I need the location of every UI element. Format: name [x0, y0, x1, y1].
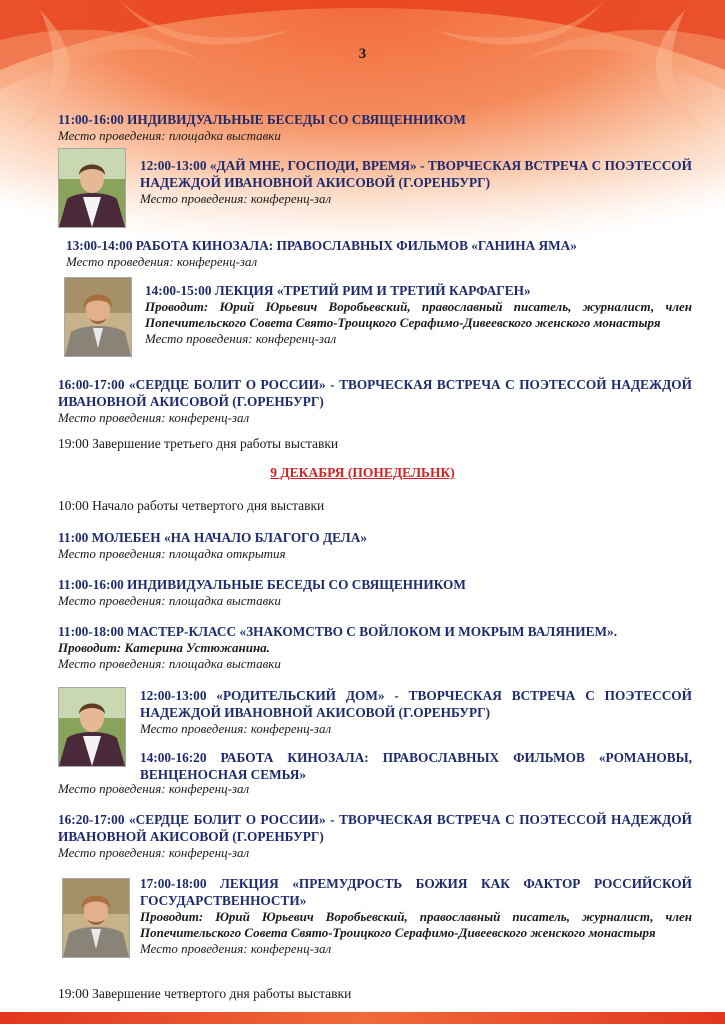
- event-venue: Место проведения: площадка выставки: [58, 128, 281, 143]
- event-venue: Место проведения: конференц-зал: [140, 941, 332, 956]
- event-heart-aches-day4: [58, 811, 692, 861]
- poet-photo: [58, 148, 126, 228]
- day-heading-text: 9 ДЕКАБРЯ (ПОНЕДЕЛЬНК): [270, 465, 455, 480]
- event-felt-masterclass: [58, 623, 692, 672]
- day3-closing: [58, 435, 692, 452]
- event-cinema-ganina-yama: [66, 237, 692, 270]
- event-host: Проводит: Катерина Устюжанина.: [58, 640, 270, 655]
- event-title: 13:00-14:00 РАБОТА КИНОЗАЛА: ПРАВОСЛАВНЫХ ФИЛЬМОВ «ГАНИНА ЯМА»: [66, 238, 577, 253]
- event-lecture-third-rome: [145, 282, 692, 347]
- event-venue: Место проведения: площадка выставки: [58, 656, 281, 671]
- event-title: 17:00-18:00 ЛЕКЦИЯ «ПРЕМУДРОСТЬ БОЖИЯ КАК ФАКТОР РОССИЙСКОЙ ГОСУДАРСТВЕННОСТИ»: [140, 876, 692, 908]
- event-venue: Место проведения: конференц-зал: [140, 191, 332, 206]
- footer-bar: [0, 1012, 725, 1024]
- page-number: 3: [358, 46, 367, 62]
- event-venue: Место проведения: конференц-зал: [58, 410, 250, 425]
- lecturer-photo: [64, 277, 132, 357]
- event-venue: Место проведения: конференц-зал: [145, 331, 337, 346]
- event-venue: Место проведения: площадка открытия: [58, 546, 286, 561]
- poet-photo: [58, 687, 126, 767]
- event-parents-home: [140, 687, 692, 737]
- event-title: 16:00-17:00 «СЕРДЦЕ БОЛИТ О РОССИИ» - ТВОРЧЕСКАЯ ВСТРЕЧА С ПОЭТЕССОЙ НАДЕЖДОЙ ИВАНОВНОЙ АКИСОВОЙ (Г.ОРЕНБУРГ): [58, 377, 692, 409]
- event-venue: Место проведения: площадка выставки: [58, 593, 281, 608]
- opening-text: 10:00 Начало работы четвертого дня выставки: [58, 498, 325, 513]
- closing-text: 19:00 Завершение третьего дня работы выставки: [58, 436, 339, 451]
- event-venue: Место проведения: конференц-зал: [66, 254, 258, 269]
- event-title: 11:00-18:00 МАСТЕР-КЛАСС «ЗНАКОМСТВО С ВОЙЛОКОМ И МОКРЫМ ВАЛЯНИЕМ».: [58, 624, 618, 639]
- event-poet-meeting-day3: [140, 157, 692, 207]
- event-title: 11:00 МОЛЕБЕН «НА НАЧАЛО БЛАГОГО ДЕЛА»: [58, 530, 367, 545]
- event-moleben: [58, 529, 692, 562]
- event-private-talks-day4: [58, 576, 692, 609]
- event-heart-aches-day3: [58, 376, 692, 426]
- day4-closing: [58, 985, 692, 1002]
- event-cinema-romanovs-venue: [58, 781, 692, 797]
- event-host: Проводит: Юрий Юрьевич Воробьевский, православный писатель, журналист, член Попечительского Совета Свято-Троицкого Серафимо-Дивеевского женского монастыря: [145, 299, 692, 330]
- event-title: 14:00-15:00 ЛЕКЦИЯ «ТРЕТИЙ РИМ И ТРЕТИЙ КАРФАГЕН»: [145, 283, 531, 298]
- event-private-talks-day3: [58, 111, 692, 144]
- event-title: 14:00-16:20 РАБОТА КИНОЗАЛА: ПРАВОСЛАВНЫХ ФИЛЬМОВ «РОМАНОВЫ, ВЕНЦЕНОСНАЯ СЕМЬЯ»: [140, 750, 692, 782]
- event-title: 11:00-16:00 ИНДИВИДУАЛЬНЫЕ БЕСЕДЫ СО СВЯЩЕННИКОМ: [58, 577, 466, 592]
- lecturer-photo: [62, 878, 130, 958]
- event-title: 11:00-16:00 ИНДИВИДУАЛЬНЫЕ БЕСЕДЫ СО СВЯЩЕННИКОМ: [58, 112, 466, 127]
- day-heading: [0, 465, 725, 481]
- event-title: 12:00-13:00 «ДАЙ МНЕ, ГОСПОДИ, ВРЕМЯ» - ТВОРЧЕСКАЯ ВСТРЕЧА С ПОЭТЕССОЙ НАДЕЖДОЙ ИВАНОВНОЙ АКИСОВОЙ (Г.ОРЕНБУРГ): [140, 158, 692, 190]
- event-cinema-romanovs: [140, 749, 692, 783]
- event-venue: Место проведения: конференц-зал: [58, 781, 250, 796]
- event-venue: Место проведения: конференц-зал: [58, 845, 250, 860]
- day4-opening: [58, 497, 692, 514]
- event-title: 16:20-17:00 «СЕРДЦЕ БОЛИТ О РОССИИ» - ТВОРЧЕСКАЯ ВСТРЕЧА С ПОЭТЕССОЙ НАДЕЖДОЙ ИВАНОВНОЙ АКИСОВОЙ (Г.ОРЕНБУРГ): [58, 812, 692, 844]
- event-host: Проводит: Юрий Юрьевич Воробьевский, православный писатель, журналист, член Попечительского Совета Свято-Троицкого Серафимо-Дивеевского женского монастыря: [140, 909, 692, 940]
- event-title: 12:00-13:00 «РОДИТЕЛЬСКИЙ ДОМ» - ТВОРЧЕСКАЯ ВСТРЕЧА С ПОЭТЕССОЙ НАДЕЖДОЙ ИВАНОВНОЙ АКИСОВОЙ (Г.ОРЕНБУРГ): [140, 688, 692, 720]
- event-venue: Место проведения: конференц-зал: [140, 721, 332, 736]
- closing-text: 19:00 Завершение четвертого дня работы выставки: [58, 986, 352, 1001]
- event-lecture-wisdom: [140, 875, 692, 957]
